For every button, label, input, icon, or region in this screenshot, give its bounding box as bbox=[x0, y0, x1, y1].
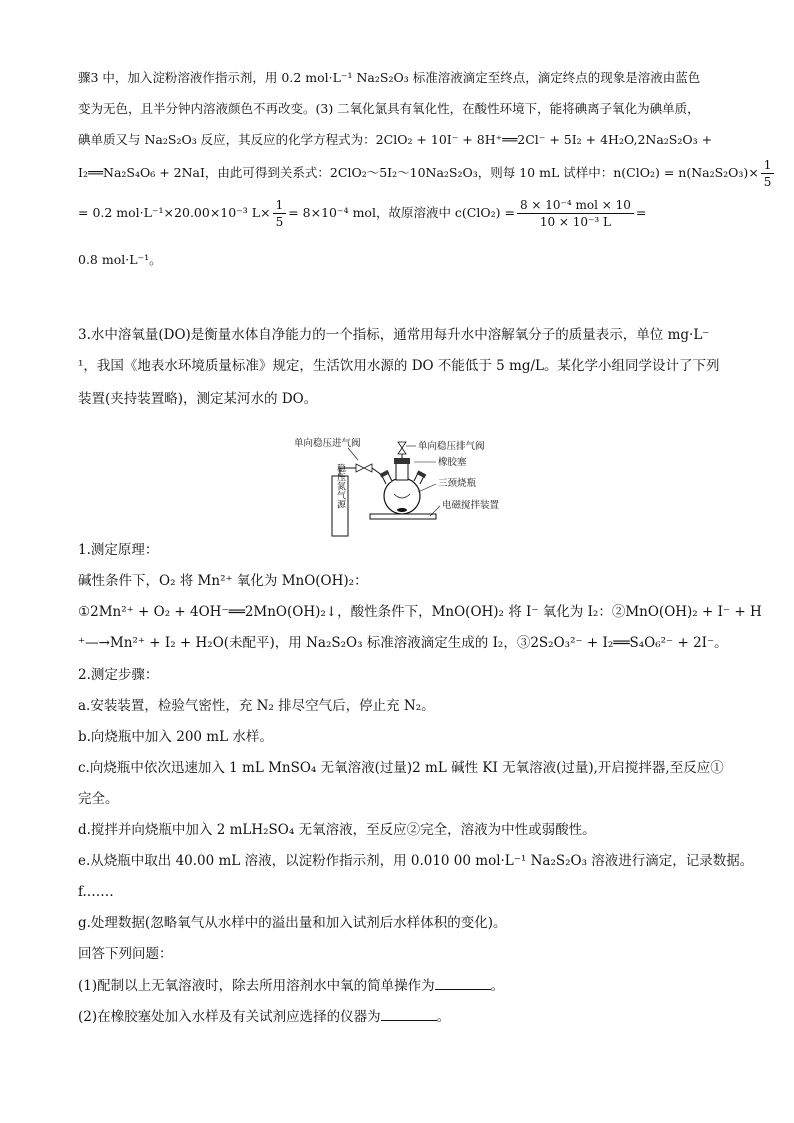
step-d: d.搅拌并向烧瓶中加入 2 mLH₂SO₄ 无氧溶液，至反应②完全，溶液为中性或弱酸性。 bbox=[78, 822, 596, 838]
solution-line-5-b: = 8×10⁻⁴ mol，故原溶液中 c(ClO₂) = bbox=[288, 205, 515, 220]
fraction-concentration bbox=[517, 197, 634, 230]
leader-inlet bbox=[348, 448, 358, 460]
solution-line-3: 碘单质又与 Na₂S₂O₃ 反应，其反应的化学方程式为：2ClO₂ + 10I⁻ + 8H⁺══2Cl⁻ + 5I₂ + 4H₂O,2Na₂S₂O₃ + bbox=[78, 132, 713, 147]
step-a: a.安装装置，检验气密性，充 N₂ 排尽空气后，停止充 N₂。 bbox=[78, 698, 435, 714]
solution-line-6: 0.8 mol·L⁻¹。 bbox=[78, 252, 162, 267]
solution-line-4 bbox=[78, 156, 776, 190]
flask-center-neck bbox=[396, 462, 408, 480]
question-line-1: 3.水中溶氧量(DO)是衡量水体自净能力的一个指标，通常用每升水中溶解氧分子的质量表示，单位 mg·L⁻ bbox=[78, 327, 710, 343]
rubber-stopper-center bbox=[394, 458, 410, 464]
solution-line-1: 骤3 中，加入淀粉溶液作指示剂，用 0.2 mol·L⁻¹ Na₂S₂O₃ 标准溶液滴定至终点，滴定终点的现象是溶液由蓝色 bbox=[78, 70, 701, 85]
magnetic-stirrer bbox=[370, 514, 436, 519]
outlet-valve-icon-lower bbox=[398, 448, 406, 454]
solution-line-5-a: = 0.2 mol·L⁻¹×20.00×10⁻³ L× bbox=[78, 205, 271, 220]
solution-line-2: 变为无色，且半分钟内溶液颜色不再改变。(3) 二氧化氯具有氧化性，在酸性环境下，能将碘离子氧化为碘单质， bbox=[78, 101, 700, 116]
question-1-text: (1)配制以上无氧溶液时，除去所用溶剂水中氧的简单操作为 bbox=[78, 978, 435, 994]
question-1 bbox=[78, 975, 504, 996]
step-g: g.处理数据(忽略氧气从水样中的溢出量和加入试剂后水样体积的变化)。 bbox=[78, 915, 507, 931]
apparatus-figure bbox=[290, 434, 530, 540]
label-outlet-valve: 单向稳压排气阀 bbox=[418, 441, 485, 452]
stir-bar bbox=[397, 508, 407, 512]
label-three-neck-flask: 三颈烧瓶 bbox=[438, 478, 477, 489]
label-inlet-valve: 单向稳压进气阀 bbox=[294, 438, 361, 449]
step-f: f.…… bbox=[78, 884, 114, 900]
fraction-numerator: 1 bbox=[761, 157, 775, 174]
steps-title: 2.测定步骤： bbox=[78, 667, 159, 683]
inlet-valve-icon bbox=[356, 464, 364, 472]
answer-blank-1[interactable] bbox=[435, 975, 491, 990]
label-nitrogen-source: 稳压氮气源 bbox=[335, 463, 345, 509]
answer-title: 回答下列问题： bbox=[78, 946, 173, 962]
fraction-numerator: 8 × 10⁻⁴ mol × 10 bbox=[517, 197, 634, 214]
answer-blank-2[interactable] bbox=[381, 1006, 437, 1021]
question-line-3: 装置(夹持装置略)，测定某河水的 DO。 bbox=[78, 391, 318, 407]
fraction-denominator: 10 × 10⁻³ L bbox=[539, 215, 611, 229]
fraction-numerator: 1 bbox=[273, 197, 287, 214]
label-stirrer: 电磁搅拌装置 bbox=[442, 500, 500, 511]
principle-line-3: ⁺—→Mn²⁺ + I₂ + H₂O(未配平)，用 Na₂S₂O₃ 标准溶液滴定生成的 I₂，③2S₂O₃²⁻ + I₂══S₄O₆²⁻ + 2I⁻。 bbox=[78, 635, 728, 651]
fraction-one-fifth bbox=[273, 197, 287, 230]
inlet-valve-icon-right bbox=[364, 464, 372, 472]
question-1-end: 。 bbox=[490, 978, 505, 994]
solution-line-5-c: = bbox=[635, 205, 647, 220]
solution-line-4-text: I₂══Na₂S₄O₆ + 2NaI，由此可得到关系式：2ClO₂～5I₂～10Na₂S₂O₃，则每 10 mL 试样中：n(ClO₂) = n(Na₂S₂O₃)× bbox=[78, 165, 759, 180]
step-e: e.从烧瓶中取出 40.00 mL 溶液，以淀粉作指示剂，用 0.010 00 mol·L⁻¹ Na₂S₂O₃ 溶液进行滴定，记录数据。 bbox=[78, 853, 754, 869]
question-2-end: 。 bbox=[436, 1009, 451, 1025]
step-c-line-2: 完全。 bbox=[78, 791, 119, 807]
leader-flask bbox=[418, 484, 436, 492]
fraction-one-fifth bbox=[761, 157, 775, 190]
step-b: b.向烧瓶中加入 200 mL 水样。 bbox=[78, 729, 273, 745]
label-rubber-stopper: 橡胶塞 bbox=[438, 457, 467, 468]
question-2-text: (2)在橡胶塞处加入水样及有关试剂应选择的仪器为 bbox=[78, 1009, 381, 1025]
question-line-2: ¹，我国《地表水环境质量标准》规定，生活饮用水源的 DO 不能低于 5 mg/L。某化学小组同学设计了下列 bbox=[78, 358, 720, 374]
principle-line-1: 碱性条件下，O₂ 将 Mn²⁺ 氧化为 MnO(OH)₂： bbox=[78, 573, 368, 589]
question-2 bbox=[78, 1006, 450, 1027]
outlet-valve-icon bbox=[398, 442, 406, 448]
fraction-denominator: 5 bbox=[763, 175, 772, 189]
solution-line-5 bbox=[78, 196, 646, 230]
fraction-denominator: 5 bbox=[275, 215, 284, 229]
principle-title: 1.测定原理： bbox=[78, 542, 159, 558]
step-c-line-1: c.向烧瓶中依次迅速加入 1 mL MnSO₄ 无氧溶液(过量)2 mL 碱性 KI 无氧溶液(过量),开启搅拌器,至反应① bbox=[78, 760, 724, 776]
principle-line-2: ①2Mn²⁺ + O₂ + 4OH⁻══2MnO(OH)₂↓，酸性条件下，MnO(OH)₂ 将 I⁻ 氧化为 I₂：②MnO(OH)₂ + I⁻ + H bbox=[78, 604, 762, 620]
